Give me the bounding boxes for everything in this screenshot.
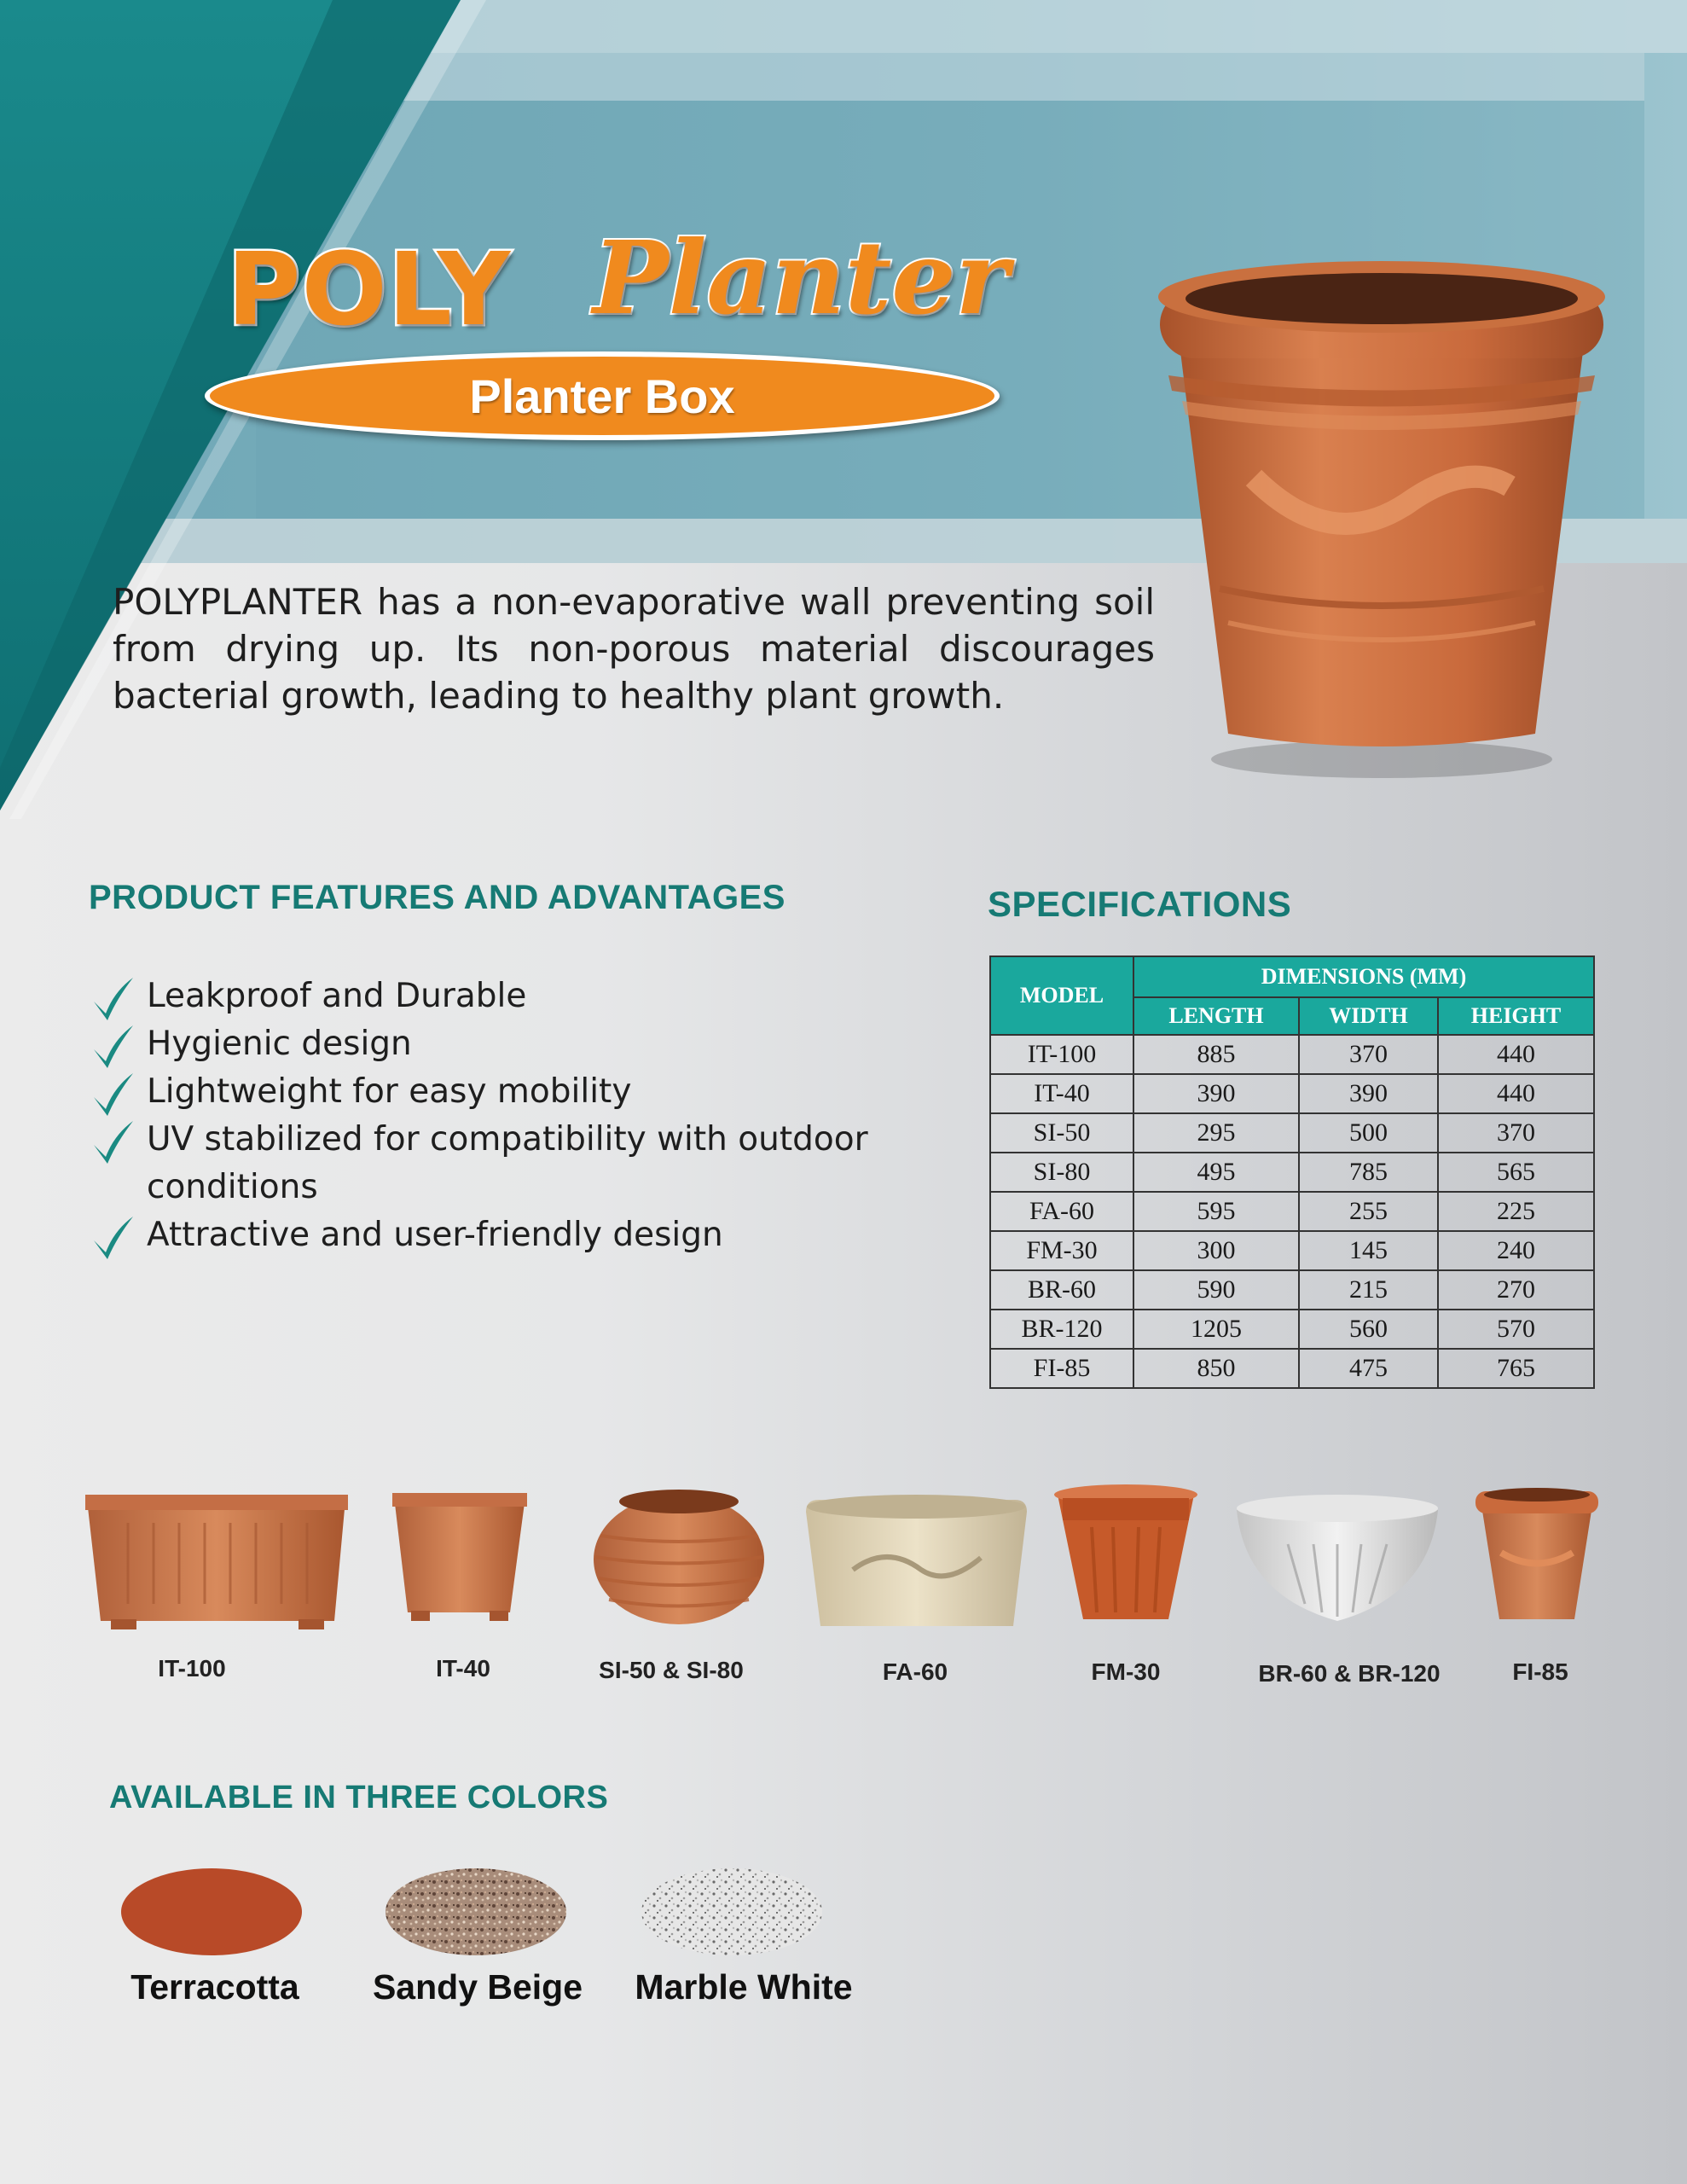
product-images <box>0 1476 1687 1647</box>
dimension-cell: 440 <box>1438 1035 1594 1074</box>
terracotta-swatch-icon <box>119 1867 304 1957</box>
dimension-cell: 440 <box>1438 1074 1594 1113</box>
feature-text: Attractive and user-friendly design <box>147 1216 723 1254</box>
sandy-beige-swatch-icon <box>384 1867 568 1957</box>
logo-planter-text: Planter <box>593 218 1009 337</box>
dimension-cell: 390 <box>1133 1074 1299 1113</box>
dimension-cell: 565 <box>1438 1153 1594 1192</box>
dimension-cell: 495 <box>1133 1153 1299 1192</box>
dimension-cell: 1205 <box>1133 1310 1299 1349</box>
logo-poly-text: POLY <box>227 230 512 348</box>
feature-item <box>89 1020 942 1068</box>
length-header: LENGTH <box>1133 997 1299 1035</box>
feature-item <box>89 1211 942 1259</box>
specifications-heading: SPECIFICATIONS <box>988 884 1292 924</box>
dimension-cell: 590 <box>1133 1270 1299 1310</box>
dimension-cell: 765 <box>1438 1349 1594 1388</box>
product-si-50-si-80-image <box>594 1490 764 1624</box>
product-fm-30-image <box>1054 1484 1197 1619</box>
feature-text: UV stabilized for compatibility with outdoor conditions <box>147 1120 868 1206</box>
specifications-table <box>989 956 1595 1389</box>
checkmark-icon <box>90 1024 135 1072</box>
dimension-cell: 850 <box>1133 1349 1299 1388</box>
checkmark-icon <box>90 1072 135 1119</box>
height-header: HEIGHT <box>1438 997 1594 1035</box>
dimension-cell: 215 <box>1299 1270 1438 1310</box>
specifications-table-body <box>990 1035 1594 1388</box>
dimension-cell: 475 <box>1299 1349 1438 1388</box>
table-row <box>990 1231 1594 1270</box>
dimension-cell: 225 <box>1438 1192 1594 1231</box>
model-cell: BR-120 <box>990 1310 1133 1349</box>
brand-logo <box>205 218 1009 435</box>
features-list <box>89 973 942 1259</box>
features-heading: PRODUCT FEATURES AND ADVANTAGES <box>89 879 786 916</box>
model-cell: IT-100 <box>990 1035 1133 1074</box>
colors-heading: AVAILABLE IN THREE COLORS <box>109 1780 609 1815</box>
product-label: IT-40 <box>436 1655 490 1682</box>
product-label: FM-30 <box>1091 1658 1161 1685</box>
dimension-cell: 255 <box>1299 1192 1438 1231</box>
product-label: FI-85 <box>1512 1658 1568 1685</box>
feature-text: Leakproof and Durable <box>147 977 527 1015</box>
model-cell: SI-80 <box>990 1153 1133 1192</box>
dimensions-header: DIMENSIONS (MM) <box>1133 956 1594 997</box>
checkmark-icon <box>90 1215 135 1263</box>
model-cell: SI-50 <box>990 1113 1133 1153</box>
feature-item <box>89 973 942 1020</box>
dimension-cell: 370 <box>1299 1035 1438 1074</box>
checkmark-icon <box>90 1119 135 1167</box>
dimension-cell: 270 <box>1438 1270 1594 1310</box>
dimension-cell: 885 <box>1133 1035 1299 1074</box>
table-row <box>990 1113 1594 1153</box>
intro-paragraph: POLYPLANTER has a non-evaporative wall preventing soil from drying up. Its non-porous material discourages bacterial growth, leading to healthy plant growth. <box>113 581 1155 717</box>
feature-item <box>89 1116 942 1211</box>
dimension-cell: 500 <box>1299 1113 1438 1153</box>
width-header: WIDTH <box>1299 997 1438 1035</box>
dimension-cell: 595 <box>1133 1192 1299 1231</box>
swatch-marble-white <box>640 1867 824 1960</box>
dimension-cell: 300 <box>1133 1231 1299 1270</box>
hero-planter-image <box>1134 247 1629 785</box>
dimension-cell: 570 <box>1438 1310 1594 1349</box>
product-label: FA-60 <box>882 1658 948 1685</box>
swatch-label: Marble White <box>635 1967 853 2007</box>
product-label: BR-60 & BR-120 <box>1258 1660 1441 1687</box>
table-row <box>990 1192 1594 1231</box>
table-row <box>990 1035 1594 1074</box>
model-cell: FI-85 <box>990 1349 1133 1388</box>
table-row <box>990 1349 1594 1388</box>
swatch-label: Sandy Beige <box>372 1967 583 2007</box>
product-label: SI-50 & SI-80 <box>599 1657 744 1683</box>
table-row <box>990 1153 1594 1192</box>
feature-text: Hygienic design <box>147 1025 412 1063</box>
product-it-100-image <box>85 1495 348 1629</box>
table-row <box>990 1270 1594 1310</box>
swatch-terracotta <box>119 1867 304 1960</box>
dimension-cell: 295 <box>1133 1113 1299 1153</box>
feature-item <box>89 1068 942 1116</box>
model-cell: FA-60 <box>990 1192 1133 1231</box>
logo-subtitle: Planter Box <box>469 369 735 423</box>
model-cell: FM-30 <box>990 1231 1133 1270</box>
swatch-sandy-beige <box>384 1867 568 1960</box>
marble-white-swatch-icon <box>640 1867 824 1957</box>
swatch-label: Terracotta <box>130 1967 299 2007</box>
dimension-cell: 240 <box>1438 1231 1594 1270</box>
dimension-cell: 145 <box>1299 1231 1438 1270</box>
logo-subtitle-oval <box>205 351 1000 440</box>
table-row <box>990 1074 1594 1113</box>
dimension-cell: 785 <box>1299 1153 1438 1192</box>
checkmark-icon <box>90 976 135 1024</box>
dimension-cell: 560 <box>1299 1310 1438 1349</box>
feature-text: Lightweight for easy mobility <box>147 1072 632 1111</box>
model-cell: IT-40 <box>990 1074 1133 1113</box>
table-row <box>990 1310 1594 1349</box>
product-it-40-image <box>392 1493 527 1621</box>
model-cell: BR-60 <box>990 1270 1133 1310</box>
model-header: MODEL <box>990 956 1133 1035</box>
product-fi-85-image <box>1475 1488 1598 1619</box>
product-label: IT-100 <box>158 1655 226 1682</box>
product-br-60-br-120-image <box>1237 1495 1438 1621</box>
product-fa-60-image <box>806 1495 1027 1626</box>
dimension-cell: 370 <box>1438 1113 1594 1153</box>
dimension-cell: 390 <box>1299 1074 1438 1113</box>
